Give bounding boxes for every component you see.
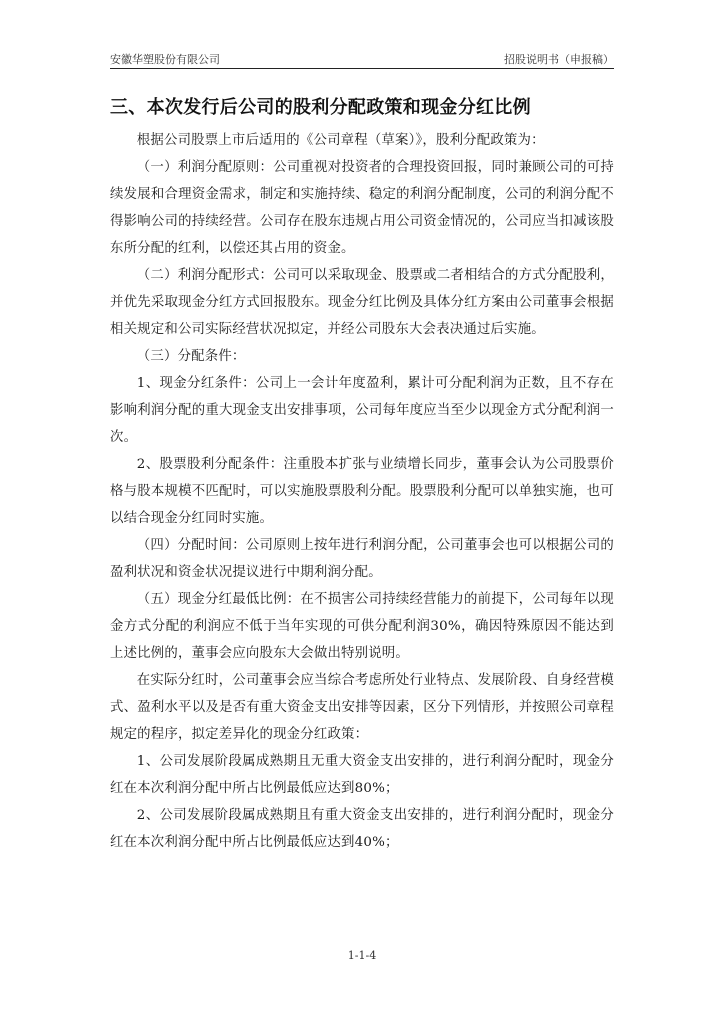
paragraph-intro: 根据公司股票上市后适用的《公司章程（草案）》，股利分配政策为： [136,133,545,148]
header-document-type: 招股说明书（申报稿） [504,53,614,66]
paragraph-mature-no-capex: 1、公司发展阶段属成熟期且无重大资金支出安排的，进行利润分配时，现金分红在本次利润分配中所占比例最低应达到80%； [110,754,614,796]
section-body [110,127,614,856]
page-header [110,50,614,69]
paragraph-conditions-heading: （三）分配条件： [136,349,246,364]
paragraph-cash-condition: 1、现金分红条件：公司上一会计年度盈利，累计可分配利润为正数，且不存在影响利润分配的重大现金支出安排事项，公司每年度应当至少以现金方式分配利润一次。 [110,376,614,445]
paragraph-principle: （一）利润分配原则：公司重视对投资者的合理投资回报，同时兼顾公司的可持续发展和合理资金需求，制定和实施持续、稳定的利润分配制度，公司的利润分配不得影响公司的持续经营。公司存在股东违规占用公司资金情况的，公司应当扣减该股东所分配的红利，以偿还其占用的资金。 [110,160,614,256]
paragraph-timing: （四）分配时间：公司原则上按年进行利润分配，公司董事会也可以根据公司的盈利状况和资金状况提议进行中期利润分配。 [110,538,614,580]
paragraph-differentiated-policy: 在实际分红时，公司董事会应当综合考虑所处行业特点、发展阶段、自身经营模式、盈利水平以及是否有重大资金支出安排等因素，区分下列情形，并按照公司章程规定的程序，拟定差异化的现金分红政策： [110,673,614,742]
section-title: 三、本次发行后公司的股利分配政策和现金分红比例 [110,97,531,118]
header-company-name: 安徽华塑股份有限公司 [110,53,220,66]
page-number: 1-1-4 [347,949,377,962]
paragraph-mature-with-capex: 2、公司发展阶段属成熟期且有重大资金支出安排的，进行利润分配时，现金分红在本次利润分配中所占比例最低应达到40%； [110,808,614,850]
paragraph-form: （二）利润分配形式：公司可以采取现金、股票或二者相结合的方式分配股利，并优先采取现金分红方式回报股东。现金分红比例及具体分红方案由公司董事会根据相关规定和公司实际经营状况拟定，并经公司股东大会表决通过后实施。 [110,268,614,337]
paragraph-stock-condition: 2、股票股利分配条件：注重股本扩张与业绩增长同步，董事会认为公司股票价格与股本规模不匹配时，可以实施股票股利分配。股票股利分配可以单独实施，也可以结合现金分红同时实施。 [110,457,614,526]
paragraph-minimum-ratio: （五）现金分红最低比例：在不损害公司持续经营能力的前提下，公司每年以现金方式分配的利润应不低于当年实现的可供分配利润30%，确因特殊原因不能达到上述比例的，董事会应向股东大会做出特别说明。 [110,592,614,661]
